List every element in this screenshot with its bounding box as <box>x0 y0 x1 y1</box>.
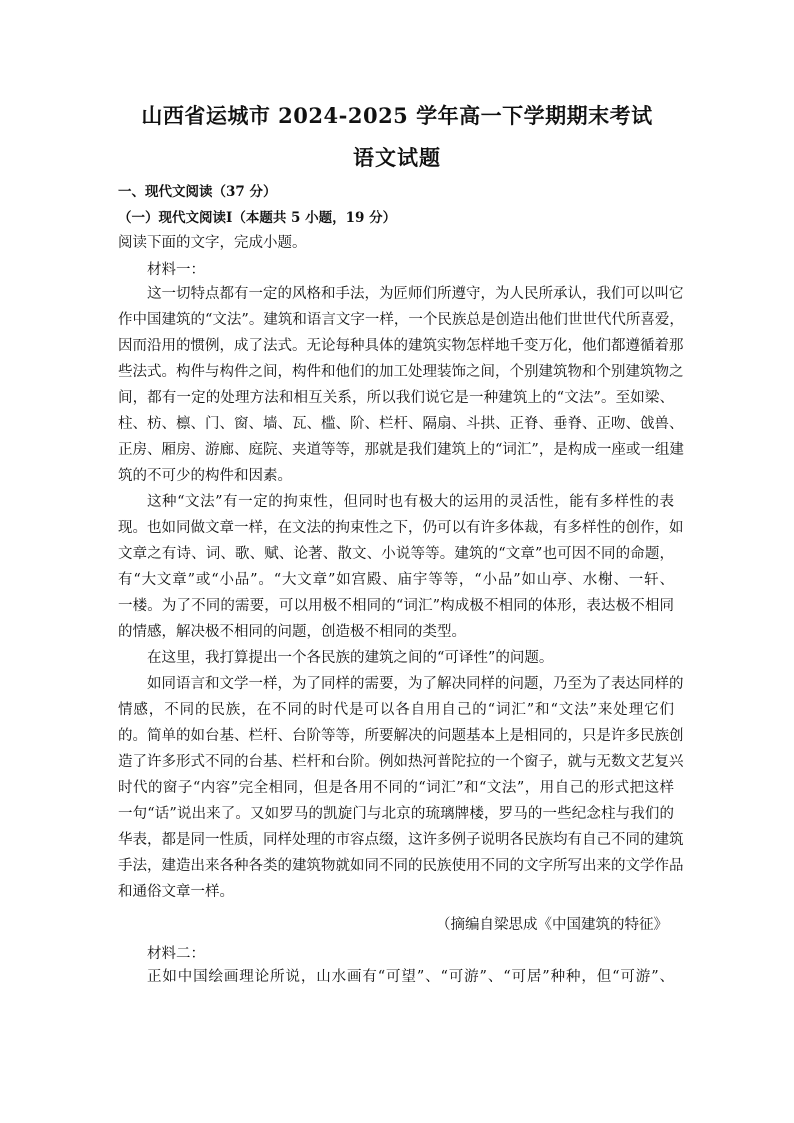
section-heading: 一、现代文阅读（37 分） <box>118 184 277 200</box>
paragraph-line: 文章之有诗、词、歌、赋、论著、散文、小说等等。建筑的“文章”也可因不同的命题， <box>118 546 674 562</box>
subsection-heading: （一）现代文阅读Ⅰ（本题共 5 小题，19 分） <box>118 210 397 226</box>
paragraph-line: 的。简单的如台基、栏杆、台阶等等，所要解决的问题基本上是相同的，只是许多民族创 <box>118 728 684 744</box>
paragraph-line: 和通俗文章一样。 <box>118 884 234 900</box>
material-two-label: 材料二： <box>147 946 205 962</box>
paragraph-line: 作中国建筑的“文法”。建筑和语言文字一样，一个民族总是创造出他们世世代代所喜爱， <box>118 312 684 328</box>
paragraph-line: 这种“文法”有一定的拘束性，但同时也有极大的运用的灵活性，能有多样性的表 <box>147 494 674 510</box>
paragraph-line: 筑的不可少的构件和因素。 <box>118 468 292 484</box>
paragraph-line: 现。也如同做文章一样，在文法的拘束性之下，仍可以有许多体裁，有多样性的创作，如 <box>118 520 684 536</box>
paragraph-line: 正如中国绘画理论所说，山水画有“可望”、“可游”、“可居”种种，但“可游”、 <box>147 969 674 985</box>
paragraph-line: 的情感，解决极不相同的问题，创造极不相同的类型。 <box>118 624 466 640</box>
paragraph-line: 一楼。为了不同的需要，可以用极不相同的“词汇”构成极不相同的体形，表达极不相同 <box>118 598 674 614</box>
material-one-label: 材料一： <box>147 262 205 278</box>
paragraph-line: 造了许多形式不同的台基、栏杆和台阶。例如热河普陀拉的一个窗子，就与无数文艺复兴 <box>118 754 684 770</box>
paragraph-line: 如同语言和文学一样，为了同样的需要，为了解决同样的问题，乃至为了表达同样的 <box>147 676 684 692</box>
paragraph-line: 有“大文章”或“小品”。“大文章”如宫殿、庙宇等等，“小品”如山亭、水榭、一轩、 <box>118 572 674 588</box>
exam-title: 山西省运城市 2024-2025 学年高一下学期期末考试 <box>141 103 653 128</box>
paragraph-line: 柱、枋、檩、门、窗、墙、瓦、槛、阶、栏杆、隔扇、斗拱、正脊、垂脊、正吻、戗兽、 <box>118 416 684 432</box>
paragraph-line: 这一切特点都有一定的风格和手法，为匠师们所遵守，为人民所承认，我们可以叫它 <box>147 286 684 302</box>
paragraph-line: 情感，不同的民族，在不同的时代是可以各自用自己的“词汇”和“文法”来处理它们 <box>118 702 674 718</box>
paragraph-line: 因而沿用的惯例，成了法式。无论每种具体的建筑实物怎样地千变万化，他们都遵循着那 <box>118 338 684 354</box>
paragraph-line: 在这里，我打算提出一个各民族的建筑之间的“可译性”的问题。 <box>147 650 554 666</box>
paragraph-line: 间，都有一定的处理方法和相互关系，所以我们说它是一种建筑上的“文法”。至如梁、 <box>118 390 674 406</box>
paragraph-line: 一句“话”说出来了。又如罗马的凯旋门与北京的琉璃牌楼，罗马的一些纪念柱与我们的 <box>118 806 674 822</box>
paragraph-line: 些法式。构件与构件之间，构件和他们的加工处理装饰之间，个别建筑物和个别建筑物之 <box>118 364 684 380</box>
instruction-text: 阅读下面的文字，完成小题。 <box>118 235 307 251</box>
paragraph-line: 正房、厢房、游廊、庭院、夹道等等，那就是我们建筑上的“词汇”，是构成一座或一组建 <box>118 442 684 458</box>
source-note: （摘编自梁思成《中国建筑的特征》 <box>436 917 668 933</box>
paragraph-line: 华表，都是同一性质，同样处理的市容点缀，这许多例子说明各民族均有自己不同的建筑 <box>118 832 684 848</box>
paragraph-line: 时代的窗子“内容”完全相同，但是各用不同的“词汇”和“文法”，用自己的形式把这样 <box>118 780 674 796</box>
exam-subtitle: 语文试题 <box>353 145 441 170</box>
paragraph-line: 手法，建造出来各种各类的建筑物就如同不同的民族使用不同的文字所写出来的文学作品 <box>118 858 684 874</box>
